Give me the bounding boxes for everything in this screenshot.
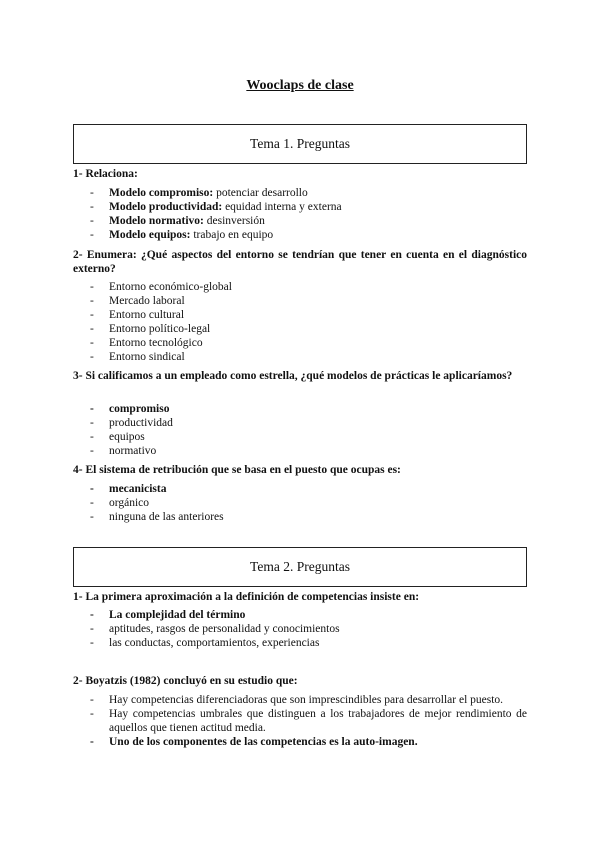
section-heading-tema-1: Tema 1. Preguntas [73, 124, 527, 164]
list-item: - aptitudes, rasgos de personalidad y conocimientos [90, 622, 527, 636]
list-item: - productividad [90, 416, 527, 430]
list-item: - Mercado laboral [90, 294, 527, 308]
definition: potenciar desarrollo [213, 187, 308, 199]
definition: desinversión [203, 215, 265, 227]
correct-answer: - Uno de los componentes de las competencias es la auto-imagen. [90, 735, 527, 749]
question-1-3: 3- Si calificamos a un empleado como estrella, ¿qué modelos de prácticas le aplicaríamos? [73, 370, 513, 382]
definition: trabajo en equipo [190, 229, 274, 241]
correct-answer: - compromiso [90, 402, 527, 416]
definition: equidad interna y externa [222, 201, 342, 213]
term: Modelo productividad: [109, 201, 223, 213]
list-item: - ninguna de las anteriores [90, 510, 527, 524]
question-2-1: 1- La primera aproximación a la definición de competencias insiste en: [73, 591, 420, 603]
list-item: - Hay competencias diferenciadoras que son imprescindibles para desarrollar el puesto. [90, 693, 527, 707]
list-item [90, 200, 527, 214]
list-item: - Entorno económico-global [90, 280, 527, 294]
list-item: - Hay competencias umbrales que distinguen a los trabajadores de mejor rendimiento de aquellos que tienen actitud media. [90, 707, 527, 735]
term: Modelo normativo: [109, 215, 204, 227]
section-heading-tema-2: Tema 2. Preguntas [73, 547, 527, 587]
list-item: - Entorno cultural [90, 308, 527, 322]
answer-list-2-2 [90, 693, 527, 749]
answer-list-1-3 [90, 402, 527, 458]
list-item [90, 228, 527, 242]
answer-list-1-2 [90, 280, 527, 364]
term: Modelo equipos: [109, 229, 191, 241]
list-item: - orgánico [90, 496, 527, 510]
question-2-2: 2- Boyatzis (1982) concluyó en su estudio que: [73, 675, 298, 687]
term: Modelo compromiso: [109, 187, 214, 199]
list-item: - Entorno sindical [90, 350, 527, 364]
list-item: - Entorno político-legal [90, 322, 527, 336]
list-item: - equipos [90, 430, 527, 444]
correct-answer: - mecanicista [90, 482, 527, 496]
answer-list-2-1 [90, 608, 527, 650]
answer-list-1-4 [90, 482, 527, 524]
list-item [90, 186, 527, 200]
list-item: - las conductas, comportamientos, experiencias [90, 636, 527, 650]
correct-answer: - La complejidad del término [90, 608, 527, 622]
list-item: - normativo [90, 444, 527, 458]
question-1-4: 4- El sistema de retribución que se basa en el puesto que ocupas es: [73, 464, 401, 476]
document-title: Wooclaps de clase [246, 78, 354, 93]
list-item: - Entorno tecnológico [90, 336, 527, 350]
answer-list-1-1 [90, 186, 527, 242]
list-item [90, 214, 527, 228]
question-1-1: 1- Relaciona: [73, 168, 138, 180]
question-1-2: 2- Enumera: ¿Qué aspectos del entorno se tendrían que tener en cuenta en el diagnóstico externo? [73, 249, 527, 275]
